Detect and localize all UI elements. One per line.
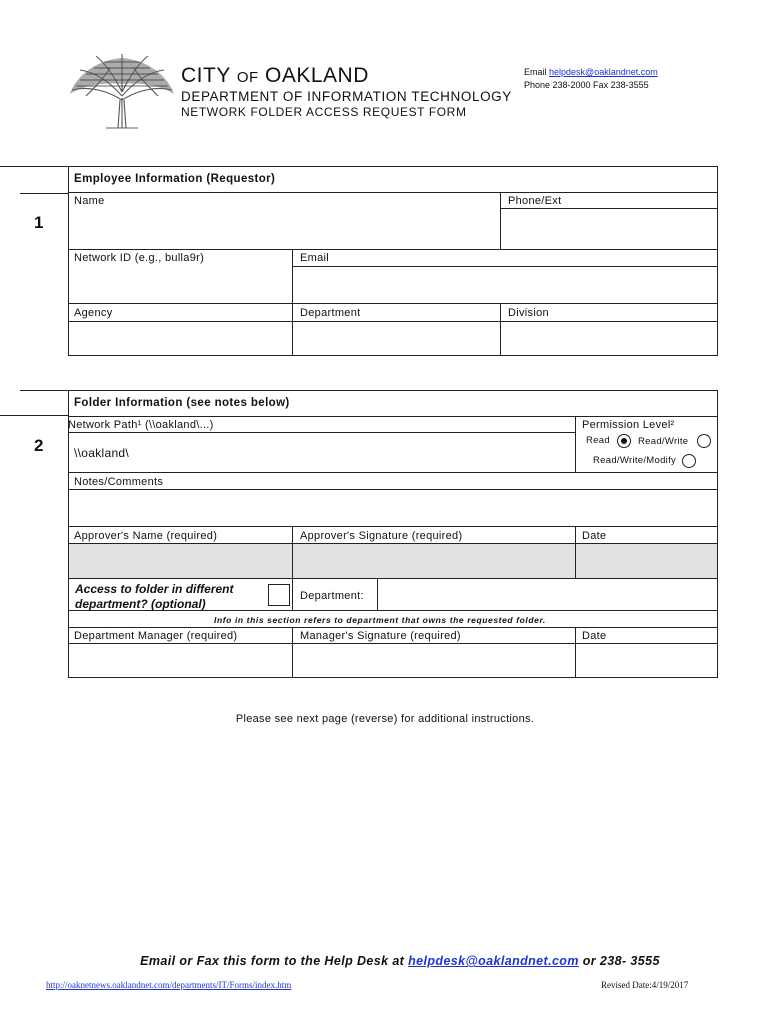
section1-title: Employee Information (Requestor) (74, 173, 276, 185)
revised-date: Revised Date:4/19/2017 (601, 980, 689, 990)
dept-manager-field[interactable] (69, 644, 291, 677)
section2-rule-path (68, 432, 575, 433)
section2-rule-f (68, 610, 718, 611)
agency-label: Agency (74, 307, 113, 319)
agency-field[interactable] (69, 322, 291, 355)
email-label: Email (524, 67, 547, 77)
permission-readwrite-label: Read/Write (638, 436, 689, 447)
permission-modify-label: Read/Write/Modify (593, 455, 677, 466)
notes-field[interactable] (69, 490, 717, 526)
date-field[interactable] (576, 544, 717, 578)
section-note: Info in this section refers to department that owns the requested folder. (214, 615, 546, 625)
different-department-label: Access to folder in different department? (optional) (75, 582, 234, 611)
date2-label: Date (582, 630, 607, 642)
department-name: DEPARTMENT OF INFORMATION TECHNOLOGY (181, 89, 512, 104)
phone-ext-field[interactable] (501, 209, 717, 249)
phone-ext-label: Phone/Ext (508, 195, 562, 207)
footer-cta-prefix: Email or Fax this form to the Help Desk at (140, 954, 405, 968)
city-name: OAKLAND (265, 64, 369, 87)
network-id-label: Network ID (e.g., bulla9r) (74, 252, 205, 264)
section1-number: 1 (34, 213, 44, 232)
forms-url-link[interactable]: http://oaknetnews.oaklandnet.com/departments/IT/Forms/index.htm (46, 980, 292, 990)
department-label: Department (300, 307, 361, 319)
permission-read-label: Read (586, 435, 610, 446)
approver-signature-field[interactable] (293, 544, 574, 578)
footer-cta-suffix: or 238- 3555 (582, 954, 660, 968)
permission-modify-radio[interactable] (682, 454, 696, 468)
section2-vrule-mid (292, 526, 293, 610)
department-field[interactable] (293, 322, 499, 355)
org-title (181, 64, 369, 88)
footer-call-to-action (0, 954, 770, 968)
section1-rule-b (68, 249, 718, 250)
section2-number-rule-top (20, 390, 68, 391)
different-department-checkbox[interactable] (268, 584, 290, 606)
division-label: Division (508, 307, 549, 319)
permission-readwrite-radio[interactable] (697, 434, 711, 448)
footer-helpdesk-email-link[interactable]: helpdesk@oaklandnet.com (408, 954, 579, 968)
manager-signature-label: Manager's Signature (required) (300, 630, 461, 642)
name-field[interactable] (69, 209, 499, 249)
department-input[interactable] (378, 579, 717, 609)
helpdesk-email-link[interactable]: helpdesk@oaklandnet.com (549, 67, 658, 77)
section2-rule-g (68, 627, 718, 628)
city-of: OF (236, 69, 259, 86)
division-field[interactable] (501, 322, 717, 355)
section2-title: Folder Information (see notes below) (74, 397, 290, 409)
section1-number-rule (20, 193, 68, 194)
section1-rule-a (68, 192, 718, 193)
form-title: NETWORK FOLDER ACCESS REQUEST FORM (181, 105, 467, 119)
contact-info (524, 66, 658, 92)
network-path-label: Network Path¹ (\\oakland\...) (68, 419, 214, 431)
network-path-field[interactable]: \\oakland\ (74, 446, 130, 460)
permission-read-radio[interactable] (617, 434, 631, 448)
section2-rule-b (68, 472, 718, 473)
section2-vrule-date (575, 526, 576, 578)
section2-rule-a (68, 416, 718, 417)
department-field-label: Department: (300, 590, 364, 602)
notes-label: Notes/Comments (74, 476, 164, 488)
phone-fax: Phone 238-2000 Fax 238-3555 (524, 80, 649, 90)
permission-level-label: Permission Level² (582, 419, 675, 431)
date-label: Date (582, 530, 607, 542)
section2-number: 2 (34, 436, 44, 455)
dept-manager-label: Department Manager (required) (74, 630, 238, 642)
date2-field[interactable] (576, 644, 717, 677)
section2-vrule-perm (575, 416, 576, 472)
city-prefix: CITY (181, 64, 231, 87)
approver-name-field[interactable] (69, 544, 291, 578)
email-field-label: Email (300, 252, 330, 264)
approver-signature-label: Approver's Signature (required) (300, 530, 463, 542)
city-oakland-tree-logo (66, 50, 178, 130)
network-id-field[interactable] (69, 267, 291, 303)
section1-rule-c (68, 303, 718, 304)
name-label: Name (74, 195, 105, 207)
approver-name-label: Approver's Name (required) (74, 530, 218, 542)
manager-signature-field[interactable] (293, 644, 574, 677)
instructions-text: Please see next page (reverse) for additional instructions. (235, 713, 535, 725)
email-field[interactable] (293, 267, 717, 303)
section2-number-rule (0, 415, 68, 416)
section2-rule-c (68, 526, 718, 527)
